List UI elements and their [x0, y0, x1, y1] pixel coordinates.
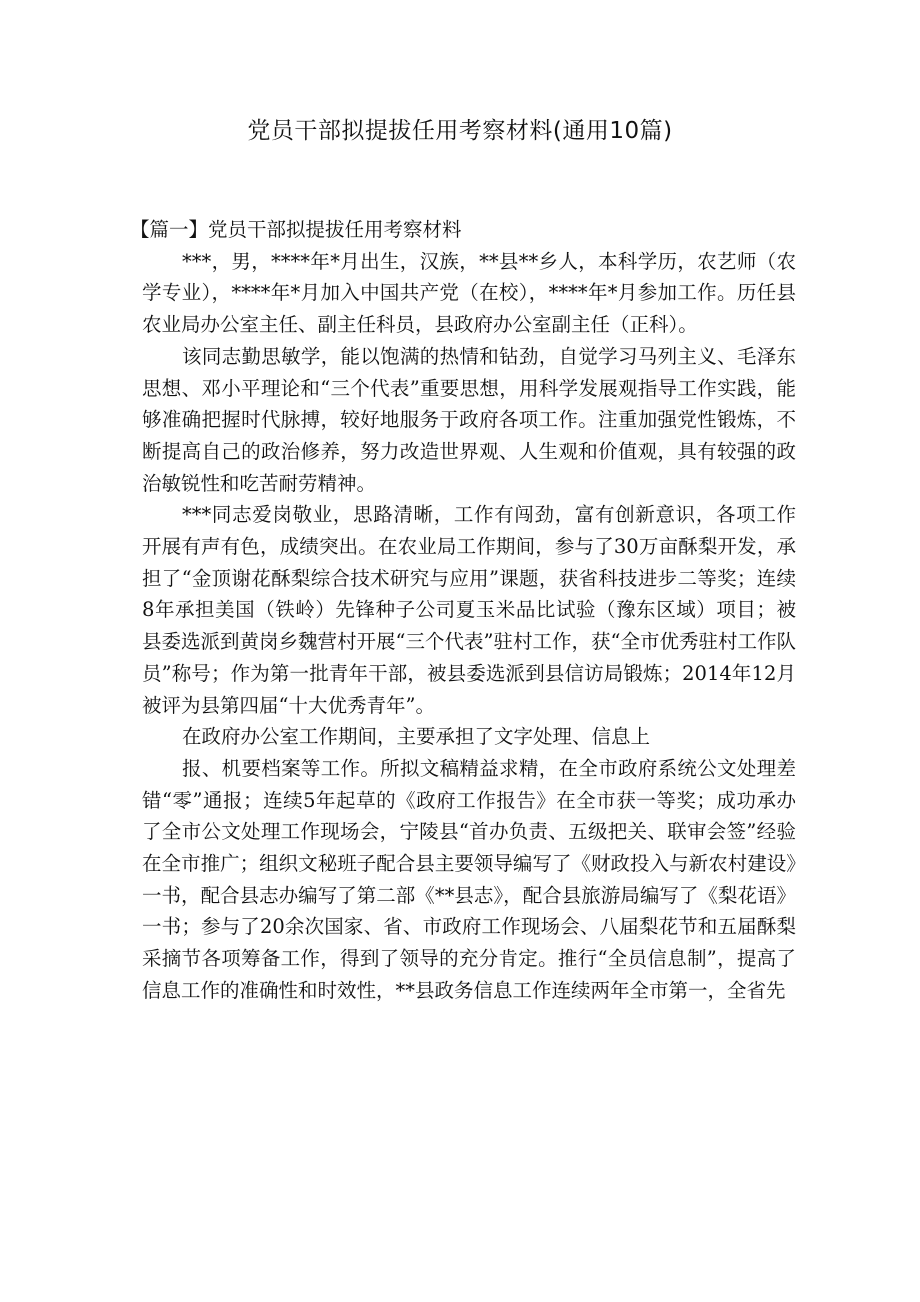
paragraph-political-quality: 该同志勤思敏学，能以饱满的热情和钻劲，自觉学习马列主义、毛泽东思想、邓小平理论和“三个代表”重要思想，用科学发展观指导工作实践，能够准确把握时代脉搏，较好地服务于政府各项工作。注重加强党性锻炼，不断提高自己的政治修养，努力改造世界观、人生观和价值观，具有较强的政治敏锐性和吃苦耐劳精神。 [142, 344, 796, 495]
document-title: 党员干部拟提拔任用考察材料(通用10篇) [247, 118, 673, 144]
paragraph-office-work-intro: 在政府办公室工作期间，主要承担了文字处理、信息上 [182, 725, 651, 749]
section-heading: 【篇一】党员干部拟提拔任用考察材料 [130, 218, 462, 241]
paragraph-profile: ***，男，****年*月出生，汉族，**县**乡人，本科学历，农艺师（农学专业），****年*月加入中国共产党（在校），****年*月参加工作。历任县农业局办公室主任、副主任科员，县政府办公室副主任（正科）。 [142, 249, 796, 337]
paragraph-office-work-detail: 报、机要档案等工作。所拟文稿精益求精，在全市政府系统公文处理差错“零”通报；连续5年起草的《政府工作报告》在全市获一等奖；成功承办了全市公文处理工作现场会，宁陵县“首办负责、五级把关、联审会签”经验在全市推广；组织文秘班子配合县主要领导编写了《财政投入与新农村建设》一书，配合县志办编写了第二部《**县志》，配合县旅游局编写了《梨花语》一书；参与了20余次国家、省、市政府工作现场会、八届梨花节和五届酥梨采摘节各项筹备工作，得到了领导的充分肯定。推行“全员信息制”，提高了信息工作的准确性和时效性，**县政务信息工作连续两年全市第一，全省先 [142, 756, 796, 1002]
paragraph-work-achievements: ***同志爱岗敬业，思路清晰，工作有闯劲，富有创新意识，各项工作开展有声有色，成绩突出。在农业局工作期间，参与了30万亩酥梨开发，承担了“金顶谢花酥梨综合技术研究与应用”课题，获省科技进步二等奖；连续8年承担美国（铁岭）先锋种子公司夏玉米品比试验（豫东区域）项目；被县委选派到黄岗乡魏营村开展“三个代表”驻村工作，获“全市优秀驻村工作队员”称号；作为第一批青年干部，被县委选派到县信访局锻炼；2014年12月被评为县第四届“十大优秀青年”。 [142, 503, 796, 717]
document-body [130, 214, 796, 1007]
